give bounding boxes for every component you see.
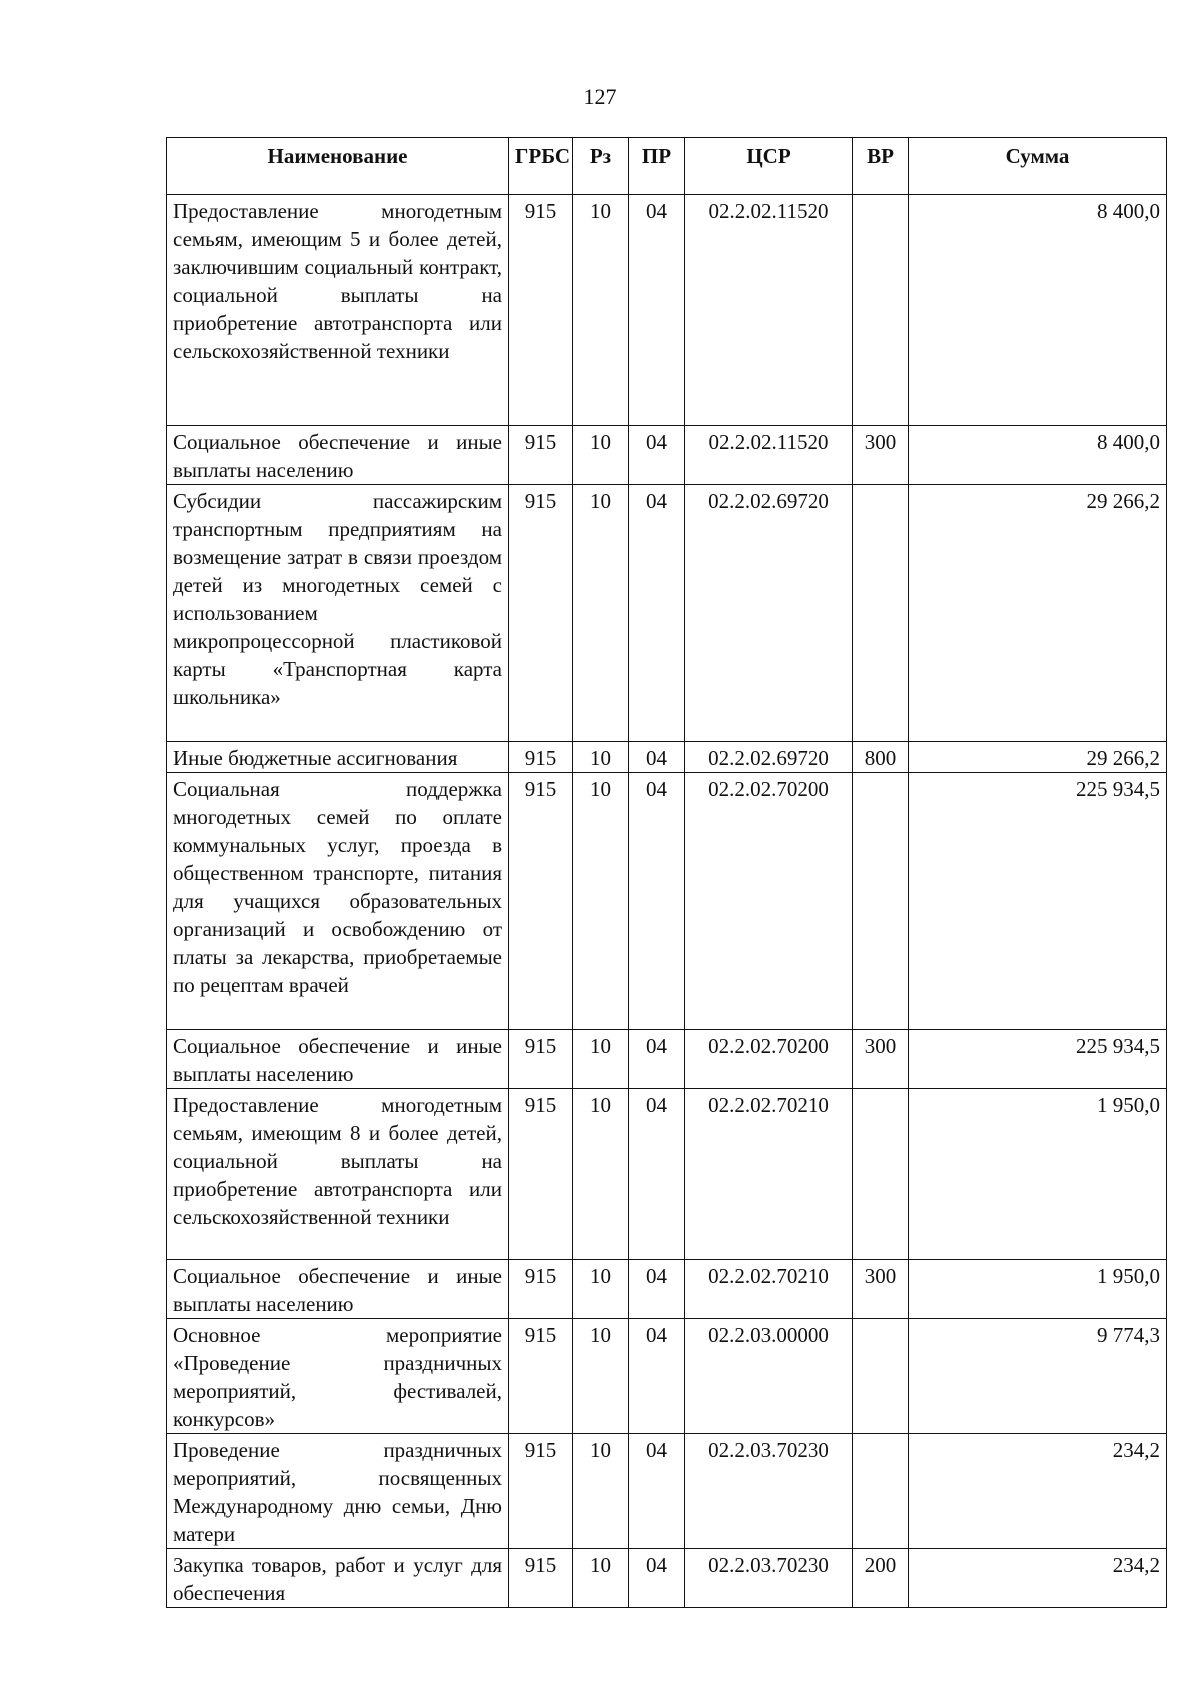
cell-csr: 02.2.02.70200 bbox=[685, 773, 853, 1030]
cell-grbs: 915 bbox=[509, 773, 573, 1030]
table-row bbox=[167, 742, 1167, 773]
cell-name: Закупка товаров, работ и услуг для обеспечения bbox=[167, 1549, 509, 1608]
cell-rz: 10 bbox=[573, 1030, 629, 1089]
cell-rz: 10 bbox=[573, 1434, 629, 1549]
cell-vr bbox=[853, 1089, 909, 1260]
cell-name: Социальная поддержка многодетных семей по оплате коммунальных услуг, проезда в общественном транспорте, питания для учащихся образовательных организаций и освобождению от платы за лекарства, приобретаемые по рецептам врачей bbox=[167, 773, 509, 1030]
cell-sum: 29 266,2 bbox=[909, 485, 1167, 742]
cell-vr bbox=[853, 485, 909, 742]
cell-pr: 04 bbox=[629, 426, 685, 485]
cell-rz: 10 bbox=[573, 195, 629, 426]
cell-pr: 04 bbox=[629, 773, 685, 1030]
cell-name: Предоставление многодетным семьям, имеющим 8 и более детей, социальной выплаты на приобретение автотранспорта или сельскохозяйственной техники bbox=[167, 1089, 509, 1260]
cell-sum: 225 934,5 bbox=[909, 773, 1167, 1030]
cell-sum: 29 266,2 bbox=[909, 742, 1167, 773]
cell-pr: 04 bbox=[629, 1319, 685, 1434]
cell-csr: 02.2.02.70210 bbox=[685, 1089, 853, 1260]
cell-csr: 02.2.02.69720 bbox=[685, 485, 853, 742]
cell-vr bbox=[853, 195, 909, 426]
cell-grbs: 915 bbox=[509, 1319, 573, 1434]
table-row bbox=[167, 485, 1167, 742]
cell-grbs: 915 bbox=[509, 485, 573, 742]
cell-name: Иные бюджетные ассигнования bbox=[167, 742, 509, 773]
cell-vr: 300 bbox=[853, 1030, 909, 1089]
cell-sum: 234,2 bbox=[909, 1549, 1167, 1608]
budget-table bbox=[166, 137, 1167, 1608]
cell-csr: 02.2.03.00000 bbox=[685, 1319, 853, 1434]
cell-name: Социальное обеспечение и иные выплаты населению bbox=[167, 426, 509, 485]
cell-vr bbox=[853, 1434, 909, 1549]
table-row bbox=[167, 1089, 1167, 1260]
cell-vr: 200 bbox=[853, 1549, 909, 1608]
table-row bbox=[167, 1260, 1167, 1319]
cell-csr: 02.2.02.11520 bbox=[685, 195, 853, 426]
header-sum: Сумма bbox=[909, 138, 1167, 195]
cell-rz: 10 bbox=[573, 742, 629, 773]
cell-vr: 800 bbox=[853, 742, 909, 773]
header-pr: ПР bbox=[629, 138, 685, 195]
cell-sum: 8 400,0 bbox=[909, 195, 1167, 426]
cell-name: Субсидии пассажирским транспортным предприятиям на возмещение затрат в связи проездом детей из многодетных семей с использованием микропроцессорной пластиковой карты «Транспортная карта школьника» bbox=[167, 485, 509, 742]
cell-pr: 04 bbox=[629, 1030, 685, 1089]
header-csr: ЦСР bbox=[685, 138, 853, 195]
table-header-row bbox=[167, 138, 1167, 195]
cell-name: Проведение праздничных мероприятий, посвященных Международному дню семьи, Дню матери bbox=[167, 1434, 509, 1549]
cell-vr bbox=[853, 1319, 909, 1434]
cell-grbs: 915 bbox=[509, 1260, 573, 1319]
cell-rz: 10 bbox=[573, 1260, 629, 1319]
cell-rz: 10 bbox=[573, 1319, 629, 1434]
cell-name: Предоставление многодетным семьям, имеющим 5 и более детей, заключившим социальный контракт, социальной выплаты на приобретение автотранспорта или сельскохозяйственной техники bbox=[167, 195, 509, 426]
cell-sum: 234,2 bbox=[909, 1434, 1167, 1549]
table-row bbox=[167, 1030, 1167, 1089]
cell-rz: 10 bbox=[573, 426, 629, 485]
cell-csr: 02.2.02.11520 bbox=[685, 426, 853, 485]
cell-vr: 300 bbox=[853, 1260, 909, 1319]
cell-pr: 04 bbox=[629, 1549, 685, 1608]
cell-pr: 04 bbox=[629, 1089, 685, 1260]
table-row bbox=[167, 773, 1167, 1030]
cell-vr: 300 bbox=[853, 426, 909, 485]
header-grbs: ГРБС bbox=[509, 138, 573, 195]
header-vr: ВР bbox=[853, 138, 909, 195]
cell-pr: 04 bbox=[629, 195, 685, 426]
table-row bbox=[167, 195, 1167, 426]
cell-name: Социальное обеспечение и иные выплаты населению bbox=[167, 1260, 509, 1319]
header-rz: Рз bbox=[573, 138, 629, 195]
cell-sum: 9 774,3 bbox=[909, 1319, 1167, 1434]
cell-csr: 02.2.03.70230 bbox=[685, 1549, 853, 1608]
table-row bbox=[167, 1319, 1167, 1434]
cell-sum: 1 950,0 bbox=[909, 1260, 1167, 1319]
table-row bbox=[167, 426, 1167, 485]
cell-sum: 8 400,0 bbox=[909, 426, 1167, 485]
page-number: 127 bbox=[583, 84, 617, 109]
header-name: Наименование bbox=[167, 138, 509, 195]
cell-pr: 04 bbox=[629, 485, 685, 742]
cell-grbs: 915 bbox=[509, 742, 573, 773]
cell-grbs: 915 bbox=[509, 195, 573, 426]
cell-sum: 1 950,0 bbox=[909, 1089, 1167, 1260]
cell-grbs: 915 bbox=[509, 426, 573, 485]
cell-csr: 02.2.02.69720 bbox=[685, 742, 853, 773]
cell-vr bbox=[853, 773, 909, 1030]
cell-grbs: 915 bbox=[509, 1089, 573, 1260]
cell-rz: 10 bbox=[573, 1549, 629, 1608]
cell-csr: 02.2.03.70230 bbox=[685, 1434, 853, 1549]
cell-rz: 10 bbox=[573, 773, 629, 1030]
cell-sum: 225 934,5 bbox=[909, 1030, 1167, 1089]
cell-rz: 10 bbox=[573, 485, 629, 742]
cell-pr: 04 bbox=[629, 1260, 685, 1319]
table-row bbox=[167, 1434, 1167, 1549]
cell-csr: 02.2.02.70210 bbox=[685, 1260, 853, 1319]
cell-grbs: 915 bbox=[509, 1434, 573, 1549]
cell-name: Основное мероприятие «Проведение праздничных мероприятий, фестивалей, конкурсов» bbox=[167, 1319, 509, 1434]
cell-grbs: 915 bbox=[509, 1030, 573, 1089]
cell-pr: 04 bbox=[629, 742, 685, 773]
table-row bbox=[167, 1549, 1167, 1608]
cell-rz: 10 bbox=[573, 1089, 629, 1260]
cell-pr: 04 bbox=[629, 1434, 685, 1549]
cell-name: Социальное обеспечение и иные выплаты населению bbox=[167, 1030, 509, 1089]
cell-csr: 02.2.02.70200 bbox=[685, 1030, 853, 1089]
cell-grbs: 915 bbox=[509, 1549, 573, 1608]
